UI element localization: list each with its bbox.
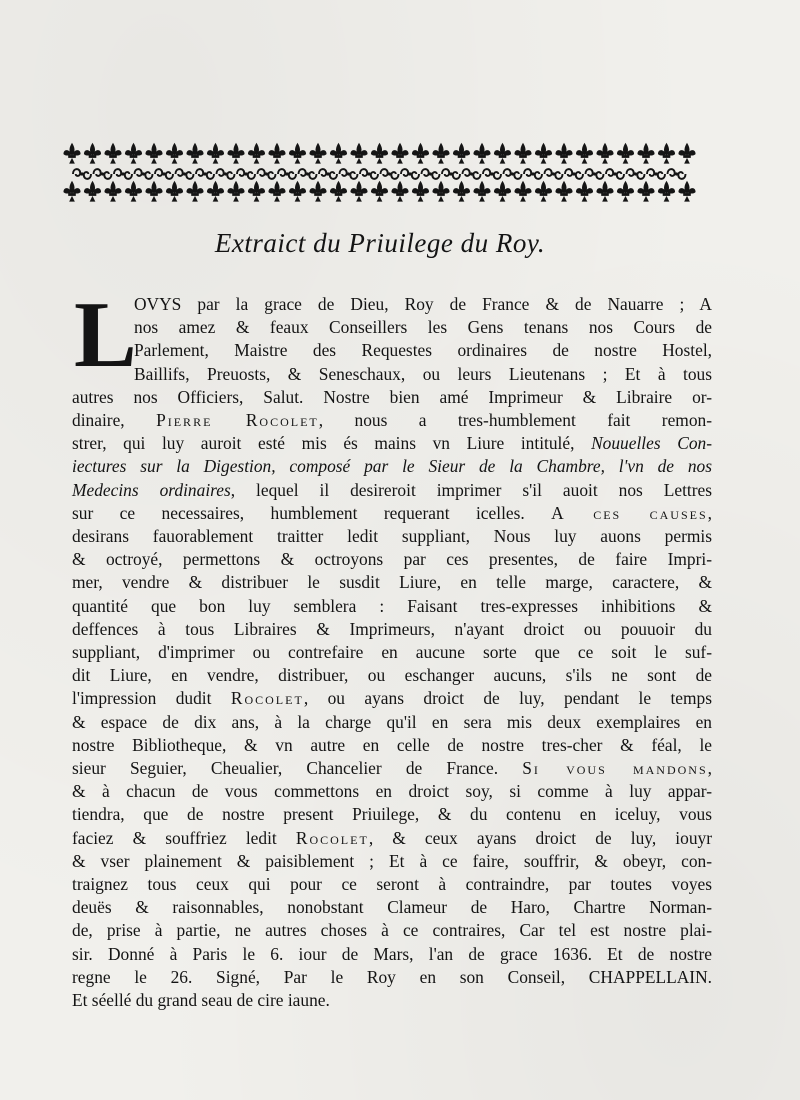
text-segment: , ou ayans droict de luy, pendant le temps [303, 688, 713, 709]
scroll-ornament-icon [524, 169, 542, 179]
scroll-ornament-icon [114, 169, 132, 179]
text-line [72, 664, 712, 687]
fleur-de-lis-icon [617, 143, 634, 164]
text-segment: Et séellé du grand seau de cire iaune. [72, 990, 330, 1011]
fleur-de-lis-icon [309, 143, 326, 164]
fleur-de-lis-icon [514, 181, 531, 202]
fleur-de-lis-icon [84, 143, 101, 164]
fleur-de-lis-icon [63, 181, 80, 202]
scroll-ornament-icon [606, 169, 624, 179]
text-segment: nos amez & feaux Conseillers les Gens tenans nos Cours de [134, 317, 712, 338]
fleur-de-lis-icon [350, 181, 367, 202]
fleur-de-lis-icon [371, 181, 388, 202]
text-line [72, 479, 712, 502]
scroll-ornament-icon [565, 169, 583, 179]
fleur-de-lis-icon [268, 143, 285, 164]
fleur-de-lis-icon [473, 181, 490, 202]
text-line [72, 757, 712, 780]
fleur-de-lis-icon [596, 143, 613, 164]
scroll-ornament-icon [442, 169, 460, 179]
text-line [72, 339, 712, 362]
text-segment: l'impression dudit [72, 688, 231, 709]
text-line [72, 943, 712, 966]
small-caps-name: Rocolet [295, 827, 369, 848]
fleur-de-lis-icon [494, 143, 511, 164]
text-segment: , lequel il desireroit imprimer s'il auoit nos Lettres [230, 479, 713, 500]
text-segment: de, prise à partie, ne autres choses à ce contraires, Car tel est nostre plai- [72, 920, 712, 941]
scroll-ornament-icon [483, 169, 501, 179]
drop-cap-initial: L [74, 283, 137, 387]
text-line [72, 293, 712, 316]
text-line [72, 803, 712, 826]
scroll-ornament-icon [237, 169, 255, 179]
scroll-ornament-icon [586, 169, 604, 179]
fleur-de-lis-icon [166, 143, 183, 164]
fleur-de-lis-icon [596, 181, 613, 202]
small-caps-name: Rocolet [230, 688, 304, 709]
italic-title: iectures sur la Digestion, composé par le Sieur de la Chambre, l'vn de nos [72, 456, 712, 477]
fleur-de-lis-icon [412, 143, 429, 164]
text-segment: , & ceux ayans droict de luy, iouyr [368, 827, 713, 848]
fleur-de-lis-icon [576, 181, 593, 202]
small-caps-name: A ces causes [551, 502, 708, 523]
scroll-ornament-icon [545, 169, 563, 179]
text-segment: sieur Seguier, Cheualier, Chancelier de France. [72, 758, 523, 779]
text-line [72, 432, 712, 455]
text-line [72, 850, 712, 873]
scroll-ornament-icon [668, 169, 686, 179]
text-line [72, 827, 712, 850]
text-segment: quantité que bon luy semblera : Faisant tres-expresses inhibitions & [72, 595, 712, 616]
scroll-ornament-icon [422, 169, 440, 179]
text-segment: , nous a tres-humblement fait remon- [318, 410, 713, 431]
fleur-de-lis-icon [125, 181, 142, 202]
fleur-de-lis-icon [453, 181, 470, 202]
scroll-ornament-icon [299, 169, 317, 179]
fleur-de-lis-icon [207, 181, 224, 202]
text-segment: Parlement, Maistre des Requestes ordinaires de nostre Hostel, [134, 340, 712, 361]
scroll-ornament-icon [627, 169, 645, 179]
text-segment: Baillifs, Preuosts, & Seneschaux, ou leurs Lieutenans ; Et à tous [134, 363, 712, 384]
text-segment: & vser plainement & paisiblement ; Et à ce faire, souffrir, & obeyr, con- [72, 850, 712, 871]
fleur-de-lis-icon [289, 181, 306, 202]
text-line [72, 873, 712, 896]
text-segment: , [707, 502, 712, 523]
fleur-de-lis-icon [371, 143, 388, 164]
text-segment: , [707, 758, 712, 779]
text-line [72, 618, 712, 641]
scroll-ornament-icon [340, 169, 358, 179]
scroll-ornament-icon [401, 169, 419, 179]
fleur-de-lis-icon [555, 181, 572, 202]
text-line [72, 363, 712, 386]
text-line [72, 966, 712, 989]
fleur-de-lis-icon [391, 143, 408, 164]
text-segment: nostre Bibliotheque, & vn autre en celle de nostre tres-cher & féal, le [72, 734, 712, 755]
scroll-ornament-icon [135, 169, 153, 179]
scroll-ornament-icon [647, 169, 665, 179]
fleur-de-lis-icon [514, 143, 531, 164]
text-segment: strer, qui luy auroit esté mis és mains vn Liure intitulé, [72, 433, 592, 454]
text-segment: & espace de dix ans, à la charge qu'il en sera mis deux exemplaires en [72, 711, 712, 732]
fleur-de-lis-icon [145, 143, 162, 164]
text-segment: sir. Donné à Paris le 6. iour de Mars, l'an de grace 1636. Et de nostre [72, 943, 712, 964]
fleur-de-lis-icon [248, 181, 265, 202]
fleur-de-lis-icon [658, 181, 675, 202]
fleur-de-lis-icon [104, 143, 121, 164]
fleur-de-lis-icon [576, 143, 593, 164]
italic-title: Nouuelles Con- [591, 433, 713, 454]
text-segment: deuës & raisonnables, nonobstant Clameur de Haro, Chartre Norman- [72, 897, 712, 918]
scroll-ornament-icon [94, 169, 112, 179]
fleur-de-lis-icon [658, 143, 675, 164]
fleur-de-lis-icon [145, 181, 162, 202]
fleur-de-lis-icon [391, 181, 408, 202]
scroll-ornament-icon [463, 169, 481, 179]
text-line [72, 525, 712, 548]
text-line [72, 455, 712, 478]
text-line [72, 641, 712, 664]
fleur-de-lis-icon [330, 181, 347, 202]
fleur-de-lis-icon [637, 143, 654, 164]
text-line [72, 734, 712, 757]
text-segment: tiendra, que de nostre present Priuilege, & du contenu en iceluy, vous [72, 804, 712, 825]
text-segment: deffences à tous Libraires & Imprimeurs, n'ayant droict ou pouuoir du [72, 618, 712, 639]
text-segment: mer, vendre & distribuer le susdit Liure, en telle marge, caractere, & [72, 572, 712, 593]
fleur-de-lis-icon [678, 181, 695, 202]
text-segment: sur ce necessaires, humblement requerant icelles. [72, 502, 552, 523]
scroll-ornament-icon [319, 169, 337, 179]
fleur-de-lis-icon [453, 143, 470, 164]
fleur-de-lis-icon [617, 181, 634, 202]
fleur-de-lis-icon [227, 181, 244, 202]
text-segment: traignez tous ceux qui pour ce seront à contraindre, par toutes voyes [72, 874, 712, 895]
text-line [72, 780, 712, 803]
small-caps-name: Si vous mandons [522, 758, 708, 779]
fleuron-ornament-band [62, 138, 700, 210]
text-segment: suppliant, d'imprimer ou contrefaire en aucune sorte que ce soit le suf- [72, 642, 712, 663]
fleur-de-lis-icon [207, 143, 224, 164]
fleur-de-lis-icon [125, 143, 142, 164]
fleur-de-lis-icon [535, 143, 552, 164]
fleur-de-lis-icon [350, 143, 367, 164]
text-line [72, 989, 712, 1012]
italic-title: Medecins ordinaires [72, 479, 231, 500]
text-line [72, 548, 712, 571]
fleur-de-lis-icon [186, 143, 203, 164]
scroll-ornament-icon [258, 169, 276, 179]
scroll-ornament-icon [155, 169, 173, 179]
fleur-de-lis-icon [289, 143, 306, 164]
fleur-de-lis-icon [535, 181, 552, 202]
fleur-de-lis-icon [186, 181, 203, 202]
scroll-ornament-icon [196, 169, 214, 179]
privilege-text [72, 283, 713, 1012]
fleur-de-lis-icon [678, 143, 695, 164]
text-line [72, 571, 712, 594]
scroll-ornament-icon [381, 169, 399, 179]
text-segment: autres nos Officiers, Salut. Nostre bien amé Imprimeur & Libraire or- [72, 386, 712, 407]
fleur-de-lis-icon [84, 181, 101, 202]
text-segment: dinaire, [72, 410, 157, 431]
text-segment: & octroyé, permettons & octroyons par ces presentes, de faire Impri- [72, 549, 712, 570]
fleur-de-lis-icon [268, 181, 285, 202]
text-segment: & à chacun de vous commettons en droict soy, si comme à luy appar- [72, 781, 712, 802]
text-line [72, 409, 712, 432]
scroll-ornament-icon [278, 169, 296, 179]
fleur-de-lis-icon [330, 143, 347, 164]
fleur-de-lis-icon [227, 143, 244, 164]
text-line [72, 896, 712, 919]
text-line [72, 687, 712, 710]
text-line [72, 711, 712, 734]
fleur-de-lis-icon [637, 181, 654, 202]
text-segment: regne le 26. Signé, Par le Roy en son Conseil, CHAPPELLAIN. [72, 966, 712, 987]
page-title: Extraict du Priuilege du Roy. [214, 228, 546, 258]
fleur-de-lis-icon [473, 143, 490, 164]
fleur-de-lis-icon [309, 181, 326, 202]
scroll-ornament-icon [176, 169, 194, 179]
fleur-de-lis-icon [104, 181, 121, 202]
fleur-de-lis-icon [432, 143, 449, 164]
small-caps-name: Pierre Rocolet [156, 410, 319, 431]
text-line [72, 595, 712, 618]
text-line [72, 386, 712, 409]
scroll-ornament-icon [217, 169, 235, 179]
fleur-de-lis-icon [555, 143, 572, 164]
fleur-de-lis-icon [494, 181, 511, 202]
fleur-de-lis-icon [166, 181, 183, 202]
fleur-de-lis-icon [412, 181, 429, 202]
text-segment: OVYS par la grace de Dieu, Roy de France & de Nauarre ; A [134, 294, 712, 314]
fleur-de-lis-icon [63, 143, 80, 164]
text-segment: faciez & souffriez ledit [72, 827, 296, 848]
text-segment: desirans fauorablement traitter ledit suppliant, Nous luy auons permis [72, 526, 712, 547]
scroll-ornament-icon [360, 169, 378, 179]
scroll-ornament-icon [73, 169, 91, 179]
text-segment: dit Liure, en vendre, distribuer, ou eschanger aucuns, s'ils ne sont de [72, 665, 712, 686]
text-line [72, 502, 712, 525]
fleur-de-lis-icon [248, 143, 265, 164]
text-line [72, 316, 712, 339]
fleur-de-lis-icon [432, 181, 449, 202]
text-line [72, 919, 712, 942]
scroll-ornament-icon [504, 169, 522, 179]
